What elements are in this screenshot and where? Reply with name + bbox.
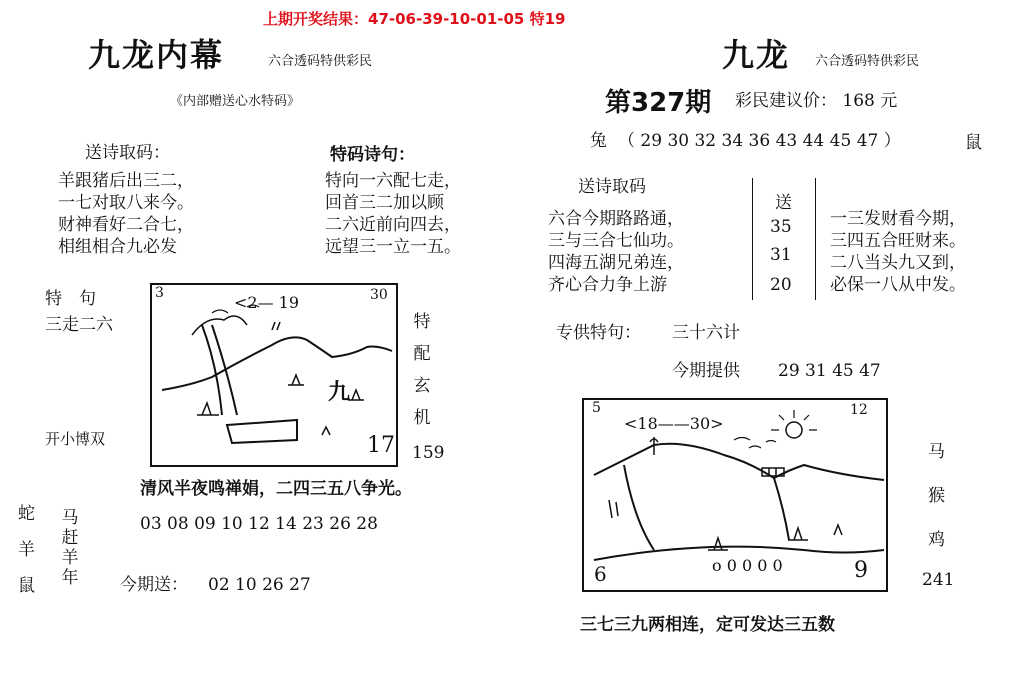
right-poem-2 <box>830 208 1020 296</box>
poem-line: 六合今期路路通， <box>548 209 684 229</box>
right-subtitle: 六合透码特供彩民 <box>815 54 920 69</box>
right-sketch-num-br: 9 <box>854 558 868 583</box>
poem-line: 一三发财看今期， <box>830 209 966 229</box>
poem-line: 三四五合旺财来。 <box>830 231 966 251</box>
provide-numbers: 29 31 45 47 <box>778 361 881 381</box>
te-ju-label: 特 句 <box>45 289 96 309</box>
poem-line: 二六近前向四去， <box>325 215 461 235</box>
right-sketch-num-tr: 12 <box>850 402 868 418</box>
poem-line: 特向一六配七走， <box>325 171 461 191</box>
special-label: 专供特句： <box>556 323 641 343</box>
left-landscape-drawing <box>152 285 396 465</box>
right-title: 九龙 <box>722 36 791 74</box>
rabbit-numbers: （ 29 30 32 34 36 43 44 45 47 ） <box>618 131 901 151</box>
special-value: 三十六计 <box>672 323 740 343</box>
left-sketch-mid: <2— 19 <box>234 293 300 312</box>
left-tagline: 《内部赠送心水特码》 <box>170 94 301 109</box>
provide-label: 今期提供 <box>672 361 740 381</box>
poem-line: 二八当头九又到， <box>830 253 966 273</box>
animal-snake: 蛇 <box>18 504 35 524</box>
rabbit-label: 兔 <box>590 131 607 151</box>
left-sketch-num-br: 17 <box>367 433 395 458</box>
send-number: 31 <box>770 245 792 265</box>
zodiac-number: 241 <box>922 570 955 590</box>
left-title: 九龙内幕 <box>88 36 225 74</box>
right-sketch <box>582 398 888 592</box>
animal-sheep: 羊 <box>18 540 35 560</box>
left-special-heading: 特码诗句： <box>330 145 415 165</box>
poem-line: 回首三二加以顾 <box>325 193 444 213</box>
poem-line: 必保一八从中发。 <box>830 275 966 295</box>
poem-line: 远望三一立一五。 <box>325 237 461 257</box>
poem-line: 相组相合九必发 <box>58 237 177 257</box>
open-label: 开小博双 <box>45 430 106 448</box>
zodiac-horse: 马 <box>928 442 945 462</box>
right-poem <box>548 208 748 296</box>
wind-line: 清风半夜鸣禅娟，二四三五八争光。 <box>140 479 412 499</box>
zodiac-rooster: 鸡 <box>928 530 945 550</box>
poem-line: 羊跟猪后出三二， <box>58 171 194 191</box>
left-sketch <box>150 283 398 467</box>
right-sketch-mid: <18——30> <box>624 414 724 433</box>
send-number: 35 <box>770 217 792 237</box>
poem-line: 齐心合力争上游 <box>548 275 667 295</box>
te-ju-value: 三走二六 <box>45 315 113 335</box>
left-special-poem <box>325 170 525 258</box>
side-vertical-text: 特配玄机 <box>413 312 431 428</box>
today-label: 今期送： <box>120 575 188 595</box>
left-numbers: 03 08 09 10 12 14 23 26 28 <box>140 514 378 534</box>
send-number: 20 <box>770 275 792 295</box>
issue-number: 第327期 <box>605 88 712 118</box>
animals-column-2: 马赶羊年 <box>61 508 79 588</box>
right-sketch-circles: o 0 0 0 0 <box>712 556 783 575</box>
send-label: 送 <box>775 193 792 213</box>
poem-line: 三与三合七仙功。 <box>548 231 684 251</box>
poem-line: 一七对取八来今。 <box>58 193 194 213</box>
left-subtitle: 六合透码特供彩民 <box>268 54 373 69</box>
right-poem-heading: 送诗取码 <box>578 177 646 197</box>
left-poem <box>58 170 278 258</box>
left-sketch-num-tl: 3 <box>155 285 164 301</box>
price: 彩民建议价： 168 元 <box>735 91 898 111</box>
poem-line: 四海五湖兄弟连， <box>548 253 684 273</box>
right-zodiac-column <box>928 430 952 562</box>
zodiac-monkey: 猴 <box>928 486 945 506</box>
last-result-header: 上期开奖结果：47-06-39-10-01-05 特19 <box>263 10 566 28</box>
poem-line: 财神看好二合七， <box>58 215 194 235</box>
left-sketch-char: 九 <box>328 379 351 405</box>
animals-column-1 <box>18 496 38 604</box>
today-numbers: 02 10 26 27 <box>208 575 311 595</box>
side-number: 159 <box>412 443 445 463</box>
send-box <box>752 178 816 300</box>
animal-rat: 鼠 <box>18 576 35 596</box>
right-sketch-num-tl: 5 <box>592 400 601 416</box>
right-sketch-num-bl: 6 <box>594 562 607 586</box>
left-poem-heading: 送诗取码： <box>85 143 170 163</box>
rat-label: 鼠 <box>965 133 982 153</box>
right-bottom-line: 三七三九两相连，定可发达三五数 <box>580 615 835 635</box>
left-sketch-num-tr: 30 <box>370 287 388 303</box>
